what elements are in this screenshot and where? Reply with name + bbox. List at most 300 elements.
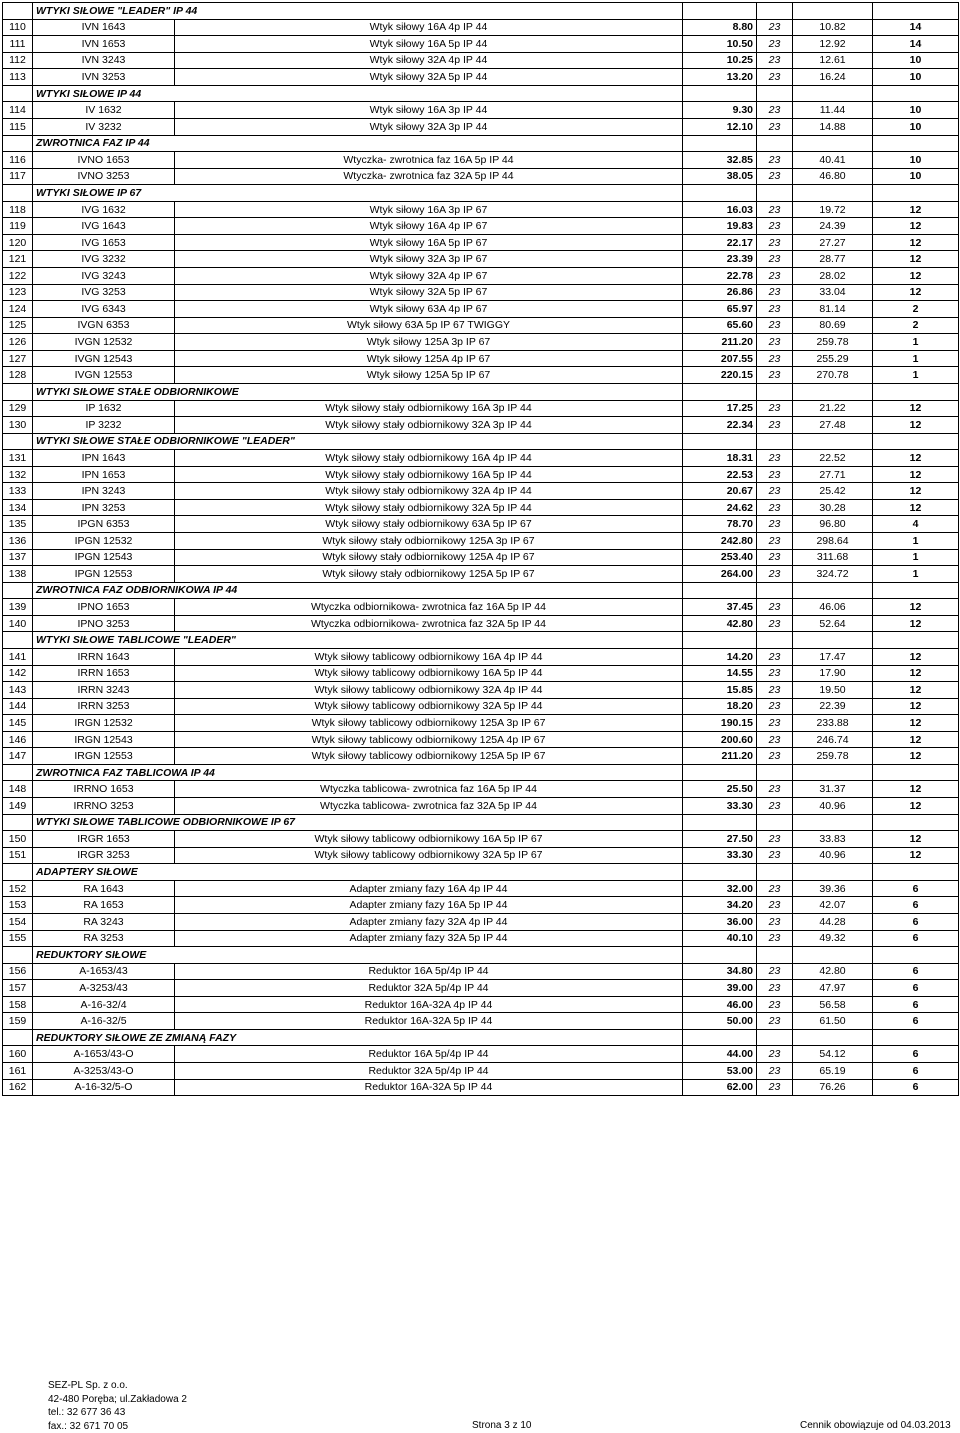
product-code: RA 3243 [33, 913, 175, 930]
vat-rate: 23 [757, 118, 793, 135]
package-qty: 6 [873, 913, 959, 930]
row-number: 136 [3, 533, 33, 550]
product-name: Wtyczka tablicowa- zwrotnica faz 32A 5p IP 44 [175, 798, 683, 815]
product-code: IRRN 3243 [33, 682, 175, 699]
package-qty: 6 [873, 880, 959, 897]
product-row [3, 781, 959, 798]
vat-rate: 23 [757, 218, 793, 235]
package-qty: 6 [873, 1079, 959, 1096]
row-number: 126 [3, 334, 33, 351]
product-code: IPNO 3253 [33, 615, 175, 632]
product-code: IPGN 6353 [33, 516, 175, 533]
package-qty: 14 [873, 19, 959, 36]
product-name: Wtyk siłowy stały odbiornikowy 125A 3p IP 67 [175, 533, 683, 550]
vat-rate: 23 [757, 1046, 793, 1063]
section-empty-cell [873, 85, 959, 102]
product-row [3, 963, 959, 980]
row-number: 133 [3, 483, 33, 500]
section-empty-cell [683, 135, 757, 152]
package-qty: 1 [873, 566, 959, 583]
gross-price: 10.82 [793, 19, 873, 36]
net-price: 20.67 [683, 483, 757, 500]
row-number: 138 [3, 566, 33, 583]
package-qty: 6 [873, 1046, 959, 1063]
product-code: IRGN 12543 [33, 731, 175, 748]
package-qty: 12 [873, 847, 959, 864]
net-price: 33.30 [683, 798, 757, 815]
package-qty: 6 [873, 1063, 959, 1080]
net-price: 65.60 [683, 317, 757, 334]
vat-rate: 23 [757, 599, 793, 616]
section-empty-cell [793, 85, 873, 102]
package-qty: 1 [873, 334, 959, 351]
section-spacer-cell [3, 632, 33, 649]
gross-price: 17.90 [793, 665, 873, 682]
net-price: 207.55 [683, 350, 757, 367]
product-name: Wtyk siłowy 32A 5p IP 44 [175, 69, 683, 86]
product-code: IVNO 1653 [33, 152, 175, 169]
product-name: Reduktor 32A 5p/4p IP 44 [175, 1063, 683, 1080]
vat-rate: 23 [757, 1079, 793, 1096]
vat-rate: 23 [757, 549, 793, 566]
section-empty-cell [873, 582, 959, 599]
row-number: 131 [3, 450, 33, 467]
gross-price: 44.28 [793, 913, 873, 930]
product-name: Wtyk siłowy stały odbiornikowy 16A 3p IP 44 [175, 400, 683, 417]
net-price: 18.20 [683, 698, 757, 715]
product-row [3, 52, 959, 69]
row-number: 125 [3, 317, 33, 334]
gross-price: 65.19 [793, 1063, 873, 1080]
product-name: Wtyk siłowy stały odbiornikowy 63A 5p IP 67 [175, 516, 683, 533]
product-code: IRRN 3253 [33, 698, 175, 715]
gross-price: 12.61 [793, 52, 873, 69]
company-name: SEZ-PL Sp. z o.o. [48, 1380, 128, 1391]
product-code: IP 1632 [33, 400, 175, 417]
net-price: 46.00 [683, 996, 757, 1013]
product-row [3, 102, 959, 119]
package-qty: 12 [873, 417, 959, 434]
section-title: WTYKI SIŁOWE IP 67 [33, 185, 683, 202]
gross-price: 22.39 [793, 698, 873, 715]
vat-rate: 23 [757, 466, 793, 483]
price-list-table [2, 2, 959, 1096]
net-price: 211.20 [683, 334, 757, 351]
package-qty: 10 [873, 52, 959, 69]
gross-price: 80.69 [793, 317, 873, 334]
gross-price: 56.58 [793, 996, 873, 1013]
vat-rate: 23 [757, 450, 793, 467]
section-spacer-cell [3, 1029, 33, 1046]
product-row [3, 334, 959, 351]
product-code: IVG 1653 [33, 234, 175, 251]
row-number: 161 [3, 1063, 33, 1080]
product-row [3, 1046, 959, 1063]
net-price: 16.03 [683, 201, 757, 218]
net-price: 44.00 [683, 1046, 757, 1063]
net-price: 40.10 [683, 930, 757, 947]
section-empty-cell [873, 632, 959, 649]
section-empty-cell [757, 3, 793, 20]
section-empty-cell [793, 433, 873, 450]
net-price: 14.20 [683, 648, 757, 665]
product-row [3, 251, 959, 268]
product-name: Wtyczka- zwrotnica faz 32A 5p IP 44 [175, 168, 683, 185]
gross-price: 19.50 [793, 682, 873, 699]
section-empty-cell [683, 433, 757, 450]
section-empty-cell [873, 864, 959, 881]
product-code: A-16-32/4 [33, 996, 175, 1013]
product-code: IPN 3243 [33, 483, 175, 500]
vat-rate: 23 [757, 831, 793, 848]
product-code: IVG 6343 [33, 301, 175, 318]
package-qty: 2 [873, 301, 959, 318]
package-qty: 6 [873, 996, 959, 1013]
product-name: Reduktor 16A 5p/4p IP 44 [175, 1046, 683, 1063]
section-spacer-cell [3, 764, 33, 781]
gross-price: 298.64 [793, 533, 873, 550]
row-number: 157 [3, 980, 33, 997]
vat-rate: 23 [757, 251, 793, 268]
package-qty: 10 [873, 168, 959, 185]
product-row [3, 731, 959, 748]
package-qty: 10 [873, 118, 959, 135]
section-empty-cell [683, 1029, 757, 1046]
gross-price: 33.83 [793, 831, 873, 848]
package-qty: 12 [873, 715, 959, 732]
gross-price: 61.50 [793, 1013, 873, 1030]
net-price: 50.00 [683, 1013, 757, 1030]
net-price: 65.97 [683, 301, 757, 318]
row-number: 160 [3, 1046, 33, 1063]
product-code: IVGN 12553 [33, 367, 175, 384]
product-code: IVN 1643 [33, 19, 175, 36]
package-qty: 12 [873, 218, 959, 235]
company-phone: tel.: 32 677 36 43 [48, 1407, 126, 1418]
product-code: IVN 3253 [33, 69, 175, 86]
product-code: A-3253/43-O [33, 1063, 175, 1080]
gross-price: 49.32 [793, 930, 873, 947]
row-number: 123 [3, 284, 33, 301]
product-name: Adapter zmiany fazy 32A 5p IP 44 [175, 930, 683, 947]
product-name: Wtyczka odbiornikowa- zwrotnica faz 32A 5p IP 44 [175, 615, 683, 632]
gross-price: 81.14 [793, 301, 873, 318]
product-name: Wtyk siłowy tablicowy odbiornikowy 125A 3p IP 67 [175, 715, 683, 732]
net-price: 19.83 [683, 218, 757, 235]
vat-rate: 23 [757, 566, 793, 583]
product-row [3, 466, 959, 483]
vat-rate: 23 [757, 930, 793, 947]
section-title: WTYKI SIŁOWE STAŁE ODBIORNIKOWE [33, 383, 683, 400]
row-number: 111 [3, 36, 33, 53]
package-qty: 12 [873, 284, 959, 301]
product-name: Reduktor 16A 5p/4p IP 44 [175, 963, 683, 980]
vat-rate: 23 [757, 996, 793, 1013]
net-price: 10.50 [683, 36, 757, 53]
row-number: 127 [3, 350, 33, 367]
net-price: 27.50 [683, 831, 757, 848]
row-number: 140 [3, 615, 33, 632]
package-qty: 12 [873, 748, 959, 765]
product-code: IRRNO 1653 [33, 781, 175, 798]
vat-rate: 23 [757, 201, 793, 218]
product-row [3, 533, 959, 550]
product-row [3, 831, 959, 848]
product-name: Wtyk siłowy 125A 3p IP 67 [175, 334, 683, 351]
section-header-row [3, 1029, 959, 1046]
row-number: 149 [3, 798, 33, 815]
net-price: 22.53 [683, 466, 757, 483]
net-price: 42.80 [683, 615, 757, 632]
product-row [3, 152, 959, 169]
package-qty: 6 [873, 1013, 959, 1030]
section-empty-cell [873, 3, 959, 20]
product-row [3, 748, 959, 765]
vat-rate: 23 [757, 284, 793, 301]
section-title: WTYKI SIŁOWE STAŁE ODBIORNIKOWE "LEADER" [33, 433, 683, 450]
product-name: Wtyk siłowy tablicowy odbiornikowy 125A 4p IP 67 [175, 731, 683, 748]
gross-price: 46.06 [793, 599, 873, 616]
section-title: WTYKI SIŁOWE TABLICOWE ODBIORNIKOWE IP 67 [33, 814, 683, 831]
section-spacer-cell [3, 814, 33, 831]
section-spacer-cell [3, 383, 33, 400]
product-code: IPN 1643 [33, 450, 175, 467]
package-qty: 6 [873, 897, 959, 914]
product-name: Wtyk siłowy 125A 5p IP 67 [175, 367, 683, 384]
row-number: 156 [3, 963, 33, 980]
product-row [3, 69, 959, 86]
vat-rate: 23 [757, 533, 793, 550]
section-empty-cell [873, 947, 959, 964]
row-number: 124 [3, 301, 33, 318]
row-number: 112 [3, 52, 33, 69]
product-name: Adapter zmiany fazy 16A 4p IP 44 [175, 880, 683, 897]
section-spacer-cell [3, 947, 33, 964]
package-qty: 12 [873, 831, 959, 848]
product-code: IRGR 1653 [33, 831, 175, 848]
row-number: 134 [3, 499, 33, 516]
section-empty-cell [683, 3, 757, 20]
row-number: 116 [3, 152, 33, 169]
vat-rate: 23 [757, 847, 793, 864]
vat-rate: 23 [757, 234, 793, 251]
row-number: 155 [3, 930, 33, 947]
package-qty: 4 [873, 516, 959, 533]
product-code: IV 3232 [33, 118, 175, 135]
product-name: Wtyk siłowy 32A 4p IP 67 [175, 268, 683, 285]
net-price: 264.00 [683, 566, 757, 583]
section-title: ZWROTNICA FAZ IP 44 [33, 135, 683, 152]
package-qty: 12 [873, 599, 959, 616]
row-number: 122 [3, 268, 33, 285]
net-price: 78.70 [683, 516, 757, 533]
section-spacer-cell [3, 185, 33, 202]
product-code: A-16-32/5 [33, 1013, 175, 1030]
product-name: Reduktor 16A-32A 5p IP 44 [175, 1013, 683, 1030]
section-spacer-cell [3, 864, 33, 881]
vat-rate: 23 [757, 36, 793, 53]
section-empty-cell [873, 185, 959, 202]
product-name: Wtyk siłowy stały odbiornikowy 16A 4p IP 44 [175, 450, 683, 467]
gross-price: 47.97 [793, 980, 873, 997]
vat-rate: 23 [757, 897, 793, 914]
product-name: Wtyczka odbiornikowa- zwrotnica faz 16A 5p IP 44 [175, 599, 683, 616]
section-header-row [3, 135, 959, 152]
product-row [3, 36, 959, 53]
gross-price: 24.39 [793, 218, 873, 235]
product-row [3, 665, 959, 682]
product-code: IVNO 3253 [33, 168, 175, 185]
net-price: 32.00 [683, 880, 757, 897]
product-code: A-16-32/5-O [33, 1079, 175, 1096]
product-code: IPGN 12532 [33, 533, 175, 550]
product-code: IPNO 1653 [33, 599, 175, 616]
package-qty: 6 [873, 980, 959, 997]
vat-rate: 23 [757, 334, 793, 351]
gross-price: 40.96 [793, 847, 873, 864]
package-qty: 12 [873, 400, 959, 417]
product-name: Wtyczka tablicowa- zwrotnica faz 16A 5p IP 44 [175, 781, 683, 798]
package-qty: 1 [873, 549, 959, 566]
product-row [3, 1013, 959, 1030]
gross-price: 42.07 [793, 897, 873, 914]
row-number: 154 [3, 913, 33, 930]
package-qty: 10 [873, 152, 959, 169]
product-row [3, 847, 959, 864]
product-row [3, 682, 959, 699]
product-name: Adapter zmiany fazy 16A 5p IP 44 [175, 897, 683, 914]
row-number: 150 [3, 831, 33, 848]
vat-rate: 23 [757, 648, 793, 665]
row-number: 117 [3, 168, 33, 185]
row-number: 115 [3, 118, 33, 135]
vat-rate: 23 [757, 1063, 793, 1080]
page-number: Strona 3 z 10 [472, 1420, 532, 1431]
section-empty-cell [757, 185, 793, 202]
gross-price: 28.77 [793, 251, 873, 268]
vat-rate: 23 [757, 268, 793, 285]
product-code: IPN 1653 [33, 466, 175, 483]
gross-price: 11.44 [793, 102, 873, 119]
row-number: 120 [3, 234, 33, 251]
gross-price: 40.41 [793, 152, 873, 169]
package-qty: 1 [873, 350, 959, 367]
net-price: 12.10 [683, 118, 757, 135]
section-spacer-cell [3, 135, 33, 152]
vat-rate: 23 [757, 748, 793, 765]
section-spacer-cell [3, 3, 33, 20]
company-address: 42-480 Poręba; ul.Zakładowa 2 [48, 1393, 187, 1405]
vat-rate: 23 [757, 516, 793, 533]
gross-price: 21.22 [793, 400, 873, 417]
product-row [3, 367, 959, 384]
vat-rate: 23 [757, 698, 793, 715]
package-qty: 12 [873, 251, 959, 268]
product-row [3, 516, 959, 533]
section-empty-cell [683, 632, 757, 649]
product-row [3, 615, 959, 632]
row-number: 114 [3, 102, 33, 119]
section-header-row [3, 3, 959, 20]
package-qty: 12 [873, 698, 959, 715]
net-price: 36.00 [683, 913, 757, 930]
product-row [3, 798, 959, 815]
section-spacer-cell [3, 85, 33, 102]
package-qty: 12 [873, 682, 959, 699]
gross-price: 17.47 [793, 648, 873, 665]
gross-price: 14.88 [793, 118, 873, 135]
vat-rate: 23 [757, 615, 793, 632]
section-empty-cell [873, 814, 959, 831]
product-name: Wtyk siłowy 16A 3p IP 67 [175, 201, 683, 218]
product-name: Wtyk siłowy tablicowy odbiornikowy 32A 5p IP 44 [175, 698, 683, 715]
product-code: IV 1632 [33, 102, 175, 119]
row-number: 144 [3, 698, 33, 715]
product-code: IPGN 12543 [33, 549, 175, 566]
section-empty-cell [757, 1029, 793, 1046]
net-price: 10.25 [683, 52, 757, 69]
section-header-row [3, 185, 959, 202]
product-code: IVG 3253 [33, 284, 175, 301]
product-name: Wtyk siłowy 63A 5p IP 67 TWIGGY [175, 317, 683, 334]
product-code: IVGN 12543 [33, 350, 175, 367]
product-name: Wtyk siłowy tablicowy odbiornikowy 125A 5p IP 67 [175, 748, 683, 765]
section-spacer-cell [3, 433, 33, 450]
product-row [3, 897, 959, 914]
product-name: Wtyk siłowy stały odbiornikowy 16A 5p IP 44 [175, 466, 683, 483]
gross-price: 270.78 [793, 367, 873, 384]
gross-price: 16.24 [793, 69, 873, 86]
section-empty-cell [793, 764, 873, 781]
row-number: 158 [3, 996, 33, 1013]
vat-rate: 23 [757, 665, 793, 682]
gross-price: 259.78 [793, 334, 873, 351]
product-code: IVG 3243 [33, 268, 175, 285]
product-code: IRGN 12532 [33, 715, 175, 732]
product-name: Wtyk siłowy stały odbiornikowy 32A 4p IP 44 [175, 483, 683, 500]
product-code: IRRNO 3253 [33, 798, 175, 815]
section-empty-cell [793, 947, 873, 964]
row-number: 129 [3, 400, 33, 417]
product-code: A-1653/43 [33, 963, 175, 980]
package-qty: 14 [873, 36, 959, 53]
net-price: 39.00 [683, 980, 757, 997]
product-row [3, 913, 959, 930]
section-empty-cell [683, 814, 757, 831]
row-number: 118 [3, 201, 33, 218]
section-empty-cell [873, 433, 959, 450]
section-title: ADAPTERY SIŁOWE [33, 864, 683, 881]
net-price: 13.20 [683, 69, 757, 86]
section-empty-cell [757, 582, 793, 599]
product-code: IVG 1632 [33, 201, 175, 218]
product-name: Wtyk siłowy 32A 3p IP 67 [175, 251, 683, 268]
net-price: 33.30 [683, 847, 757, 864]
vat-rate: 23 [757, 880, 793, 897]
product-row [3, 234, 959, 251]
product-name: Wtyk siłowy stały odbiornikowy 32A 3p IP 44 [175, 417, 683, 434]
net-price: 17.25 [683, 400, 757, 417]
package-qty: 10 [873, 102, 959, 119]
gross-price: 27.71 [793, 466, 873, 483]
product-name: Wtyk siłowy 32A 4p IP 44 [175, 52, 683, 69]
product-row [3, 450, 959, 467]
product-name: Reduktor 16A-32A 4p IP 44 [175, 996, 683, 1013]
product-code: IVGN 6353 [33, 317, 175, 334]
product-code: RA 3253 [33, 930, 175, 947]
product-name: Wtyk siłowy 16A 5p IP 44 [175, 36, 683, 53]
package-qty: 12 [873, 234, 959, 251]
